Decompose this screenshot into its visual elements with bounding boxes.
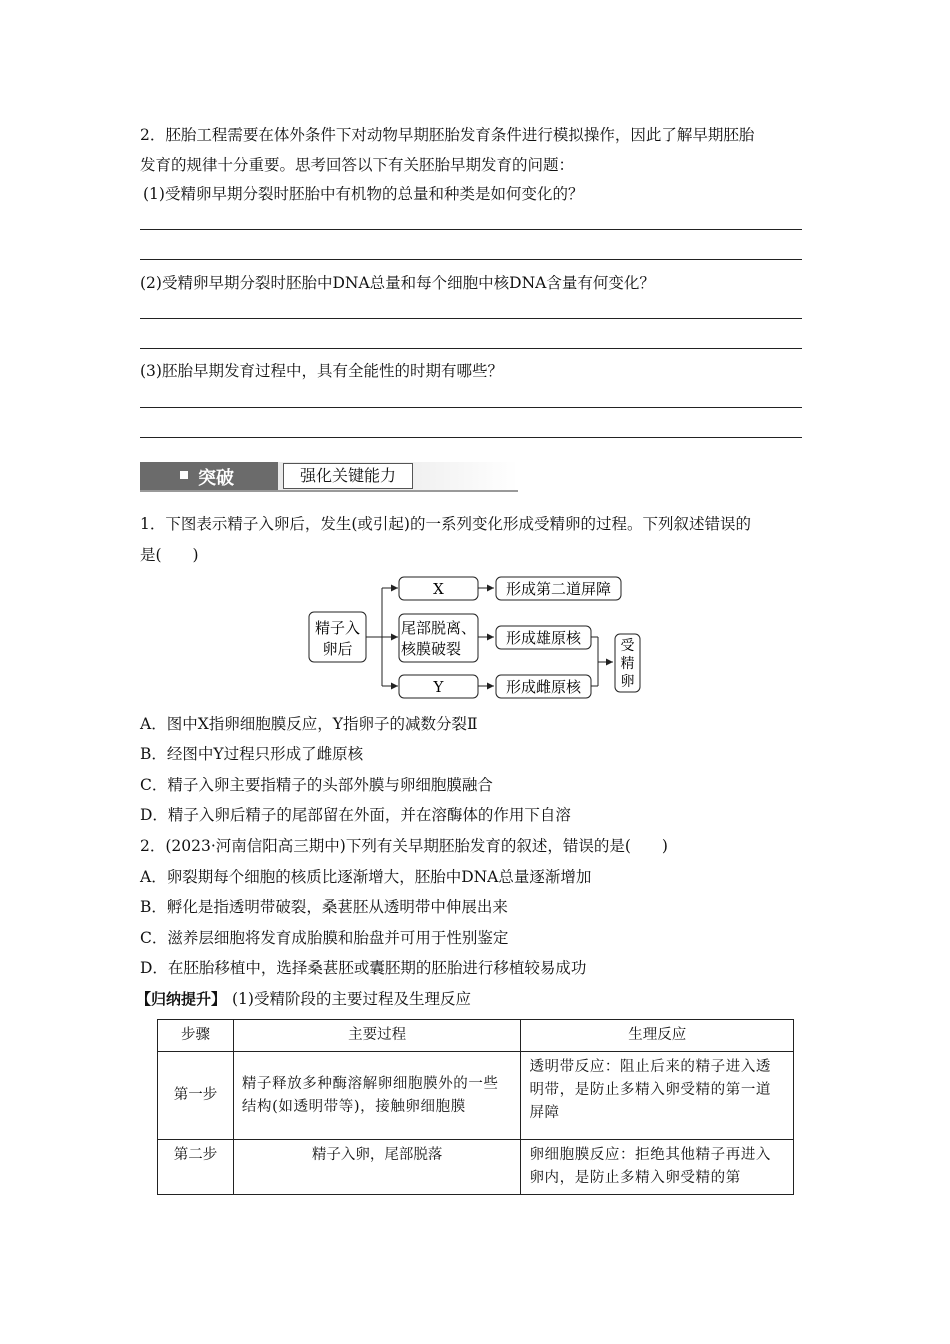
mc2-option-d: D．在胚胎移植中，选择桑葚胚或囊胚期的胚胎进行移植较易成功 (140, 959, 587, 977)
table-header-row (158, 1020, 794, 1052)
table-header-cell: 生理反应 (521, 1020, 794, 1052)
mc1-stem-line2: 是( ) (140, 546, 199, 564)
answer-line (140, 437, 802, 438)
mc1-option-d: D．精子入卵后精子的尾部留在外面，并在溶酶体的作用下自溶 (140, 806, 571, 824)
out2-label: 形成雄原核 (505, 629, 582, 647)
table-header-cell: 主要过程 (233, 1020, 521, 1052)
y-box-label: Y (433, 678, 444, 696)
answer-line (140, 259, 802, 260)
mid-box-line2: 核膜破裂 (401, 640, 462, 658)
answer-line (140, 407, 802, 408)
start-box-line2: 卵后 (322, 640, 353, 658)
table-header-cell: 步骤 (158, 1020, 234, 1052)
banner-title: 强化关键能力 (283, 463, 413, 489)
q2-sub3: (3)胚胎早期发育过程中，具有全能性的时期有哪些？ (140, 362, 503, 380)
square-bullet-icon (180, 471, 188, 479)
mc2-stem: 2．(2023·河南信阳高三期中)下列有关早期胚胎发育的叙述，错误的是( ) (140, 837, 668, 855)
answer-line (140, 229, 802, 230)
mc2-option-a: A．卵裂期每个细胞的核质比逐渐增大，胚胎中DNA总量逐渐增加 (140, 868, 592, 886)
out3-label: 形成雌原核 (505, 678, 582, 696)
mc1-option-a: A．图中X指卵细胞膜反应，Y指卵子的减数分裂Ⅱ (140, 715, 478, 733)
fertilization-table (157, 1019, 794, 1195)
banner-label: 突破 (198, 468, 234, 489)
table-cell-process: 精子释放多种酶溶解卵细胞膜外的一些结构(如透明带等)，接触卵细胞膜 (233, 1052, 521, 1140)
mc1-stem-line1: 1．下图表示精子入卵后，发生(或引起)的一系列变化形成受精卵的过程。下列叙述错误的 (140, 515, 751, 533)
mc2-option-b: B．孵化是指透明带破裂，桑葚胚从透明带中伸展出来 (140, 898, 508, 916)
q2-sub2: (2)受精卵早期分裂时胚胎中DNA总量和每个细胞中核DNA含量有何变化？ (140, 274, 655, 292)
section-banner (140, 462, 518, 492)
mc1-option-c: C．精子入卵主要指精子的头部外膜与卵细胞膜融合 (140, 776, 493, 794)
x-box-label: X (433, 580, 444, 598)
fertilization-flow-diagram (300, 572, 650, 700)
mc2-option-c: C．滋养层细胞将发育成胎膜和胎盘并可用于性别鉴定 (140, 929, 509, 947)
answer-line (140, 318, 802, 319)
mc1-option-b: B．经图中Y过程只形成了雌原核 (140, 745, 364, 763)
end-box-char: 卵 (620, 674, 635, 690)
table-cell-step: 第二步 (158, 1140, 234, 1195)
answer-line (140, 348, 802, 349)
table-row (158, 1140, 794, 1195)
banner-underline (140, 490, 518, 492)
q2-sub1: (1)受精卵早期分裂时胚胎中有机物的总量和种类是如何变化的？ (143, 185, 584, 203)
start-box-line1: 精子入 (314, 619, 361, 637)
end-box-char: 精 (620, 656, 635, 672)
summary-tag: 【归纳提升】 (136, 990, 227, 1008)
table-cell-process: 精子入卵，尾部脱落 (233, 1140, 521, 1195)
out1-label: 形成第二道屏障 (505, 580, 612, 598)
end-box-char: 受 (620, 638, 635, 654)
q2-intro-line2: 发育的规律十分重要。思考回答以下有关胚胎早期发育的问题： (140, 156, 575, 174)
table-cell-reaction: 卵细胞膜反应：拒绝其他精子再进入卵内，是防止多精入卵受精的第 (521, 1140, 794, 1195)
table-row (158, 1052, 794, 1140)
summary-heading: (1)受精阶段的主要过程及生理反应 (232, 990, 471, 1008)
mid-box-line1: 尾部脱离、 (401, 619, 477, 637)
q2-intro-line1: 2．胚胎工程需要在体外条件下对动物早期胚胎发育条件进行模拟操作，因此了解早期胚胎 (140, 126, 755, 144)
table-cell-step: 第一步 (158, 1052, 234, 1140)
table-cell-reaction: 透明带反应：阻止后来的精子进入透明带，是防止多精入卵受精的第一道屏障 (521, 1052, 794, 1140)
